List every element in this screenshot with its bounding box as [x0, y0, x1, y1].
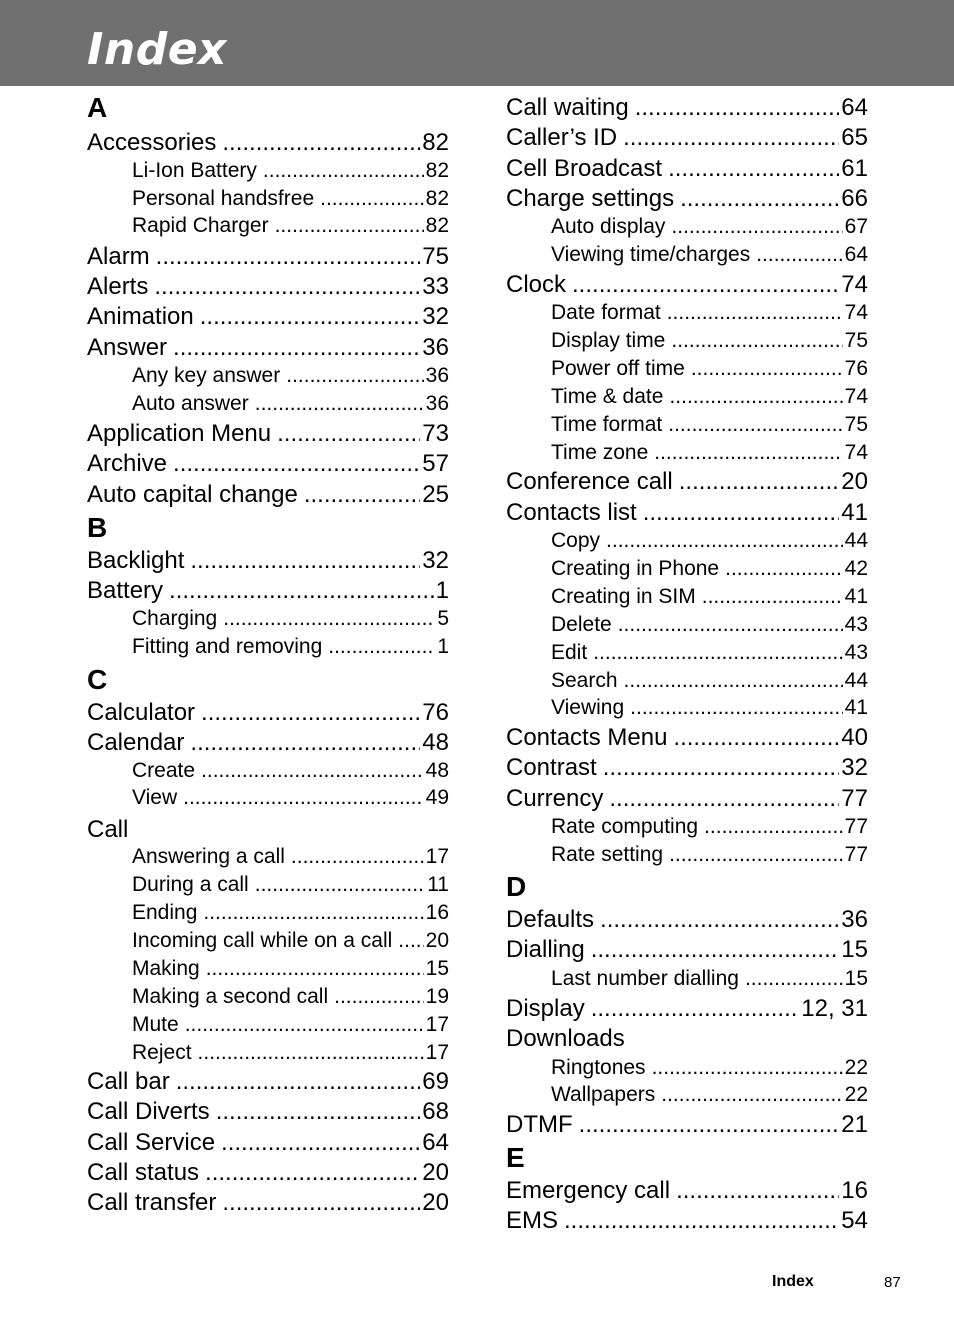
entry-page-number: 73 — [422, 420, 449, 447]
entry-label: Emergency call — [506, 1177, 671, 1204]
index-entry — [506, 1206, 868, 1236]
entry-page-number: 22 — [844, 1083, 868, 1106]
dot-leader — [591, 935, 840, 965]
dot-leader — [275, 213, 424, 239]
dot-leader — [222, 128, 420, 158]
entry-page-number: 43 — [844, 641, 868, 664]
entry-label: Time zone — [551, 441, 649, 464]
index-subentry — [132, 606, 449, 632]
entry-label: Li-Ion Battery — [132, 159, 257, 182]
entry-label: Viewing — [551, 696, 625, 719]
index-subentry — [132, 956, 449, 982]
dot-leader — [669, 842, 843, 868]
entry-label: Auto answer — [132, 392, 249, 415]
index-subentry — [132, 158, 449, 184]
entry-label: Calculator — [87, 699, 196, 726]
index-entry — [87, 1128, 449, 1158]
dot-leader — [173, 449, 420, 479]
index-subentry — [551, 242, 868, 268]
entry-label: Last number dialling — [551, 967, 739, 990]
index-heading: Downloads — [506, 1025, 625, 1052]
dot-leader — [579, 1110, 840, 1140]
index-subentry — [551, 640, 868, 666]
dot-leader — [606, 528, 843, 554]
entry-label: EMS — [506, 1207, 559, 1234]
index-subentry — [132, 844, 449, 870]
entry-label: Call Service — [87, 1129, 216, 1156]
entry-page-number: 11 — [427, 873, 449, 896]
entry-page-number: 20 — [425, 929, 449, 952]
header-bar — [0, 0, 954, 86]
entry-page-number: 20 — [841, 468, 868, 495]
index-entry — [506, 784, 868, 814]
entry-page-number: 1 — [437, 635, 449, 658]
entry-page-number: 48 — [425, 759, 449, 782]
entry-label: Date format — [551, 301, 661, 324]
index-entry — [87, 1067, 449, 1097]
entry-label: Call waiting — [506, 94, 629, 121]
index-entry — [87, 128, 449, 158]
entry-label: Alarm — [87, 243, 150, 270]
entry-page-number: 40 — [841, 724, 868, 751]
entry-page-number: 20 — [422, 1189, 449, 1216]
index-entry — [506, 753, 868, 783]
entry-label: Call Diverts — [87, 1098, 210, 1125]
entry-label: Any key answer — [132, 364, 281, 387]
index-entry — [87, 728, 449, 758]
entry-page-number: 76 — [844, 357, 868, 380]
dot-leader — [572, 270, 839, 300]
entry-label: Alerts — [87, 273, 149, 300]
entry-page-number: 74 — [841, 271, 868, 298]
entry-label: Creating in SIM — [551, 585, 696, 608]
entry-page-number: 36 — [425, 364, 449, 387]
index-entry — [87, 698, 449, 728]
entry-label: Call transfer — [87, 1189, 217, 1216]
index-subentry — [551, 528, 868, 554]
dot-leader — [263, 158, 424, 184]
entry-label: Time format — [551, 413, 663, 436]
index-subentry — [132, 1040, 449, 1066]
entry-page-number: 32 — [422, 303, 449, 330]
entry-label: Making a second call — [132, 985, 329, 1008]
dot-leader — [291, 844, 424, 870]
dot-leader — [328, 634, 435, 660]
entry-label: Reject — [132, 1041, 192, 1064]
section-letter: E — [506, 1142, 525, 1173]
entry-label: Charge settings — [506, 185, 675, 212]
index-entry — [506, 498, 868, 528]
dot-leader — [304, 480, 420, 510]
section-letter: D — [506, 871, 527, 902]
entry-label: Answer — [87, 334, 168, 361]
dot-leader — [154, 272, 420, 302]
dot-leader — [603, 753, 840, 783]
entry-page-number: 44 — [844, 529, 868, 552]
index-entry — [506, 467, 868, 497]
entry-page-number: 69 — [422, 1068, 449, 1095]
dot-leader — [190, 546, 420, 576]
entry-page-number: 41 — [841, 499, 868, 526]
index-entry — [506, 93, 868, 123]
dot-leader — [652, 1055, 843, 1081]
index-subentry — [551, 328, 868, 354]
dot-leader — [654, 440, 842, 466]
entry-page-number: 33 — [422, 273, 449, 300]
dot-leader — [198, 1040, 424, 1066]
entry-page-number: 36 — [841, 906, 868, 933]
index-subentry — [132, 391, 449, 417]
entry-label: Ending — [132, 901, 198, 924]
entry-label: Dialling — [506, 936, 585, 963]
dot-leader — [623, 123, 839, 153]
dot-leader — [618, 612, 843, 638]
index-subentry — [132, 634, 449, 660]
index-entry — [506, 905, 868, 935]
dot-leader — [156, 242, 421, 272]
dot-leader — [216, 1097, 421, 1127]
index-entry — [87, 1158, 449, 1188]
dot-leader — [206, 956, 424, 982]
entry-label: Time & date — [551, 385, 664, 408]
dot-leader — [704, 814, 843, 840]
entry-page-number: 74 — [844, 385, 868, 408]
index-subentry — [551, 440, 868, 466]
dot-leader — [190, 728, 420, 758]
entry-label: Viewing time/charges — [551, 243, 751, 266]
index-subentry — [132, 785, 449, 811]
entry-label: Creating in Phone — [551, 557, 720, 580]
dot-leader — [661, 1082, 842, 1108]
dot-leader — [201, 698, 420, 728]
dot-leader — [691, 356, 843, 382]
entry-label: Caller’s ID — [506, 124, 618, 151]
index-entry — [506, 994, 868, 1024]
entry-label: Auto display — [551, 215, 666, 238]
entry-page-number: 65 — [841, 124, 868, 151]
dot-leader — [680, 184, 839, 214]
dot-leader — [183, 785, 424, 811]
index-entry — [506, 935, 868, 965]
entry-label: Delete — [551, 613, 612, 636]
entry-page-number: 82 — [425, 187, 449, 210]
dot-leader — [671, 328, 842, 354]
entry-label: Animation — [87, 303, 194, 330]
index-subentry — [551, 668, 868, 694]
entry-label: Currency — [506, 785, 604, 812]
dot-leader — [593, 640, 842, 666]
entry-label: Edit — [551, 641, 588, 664]
entry-page-number: 5 — [437, 607, 449, 630]
entry-page-number: 64 — [422, 1129, 449, 1156]
index-subentry — [132, 1012, 449, 1038]
entry-page-number: 41 — [844, 585, 868, 608]
dot-leader — [745, 966, 843, 992]
dot-leader — [176, 1067, 421, 1097]
entry-page-number: 42 — [844, 557, 868, 580]
entry-label: Wallpapers — [551, 1083, 656, 1106]
index-subentry — [551, 814, 868, 840]
entry-page-number: 1 — [435, 577, 449, 604]
entry-label: Create — [132, 759, 196, 782]
entry-page-number: 32 — [422, 547, 449, 574]
dot-leader — [725, 556, 843, 582]
entry-label: Application Menu — [87, 420, 272, 447]
entry-label: Charging — [132, 607, 218, 630]
entry-label: Call bar — [87, 1068, 170, 1095]
entry-label: Rate setting — [551, 843, 664, 866]
entry-label: Copy — [551, 529, 601, 552]
entry-page-number: 16 — [841, 1177, 868, 1204]
entry-label: Answering a call — [132, 845, 285, 868]
index-entry — [87, 1188, 449, 1218]
entry-label: Call status — [87, 1159, 200, 1186]
entry-label: Archive — [87, 450, 168, 477]
entry-page-number: 82 — [425, 214, 449, 237]
dot-leader — [679, 467, 840, 497]
section-letter: C — [87, 664, 108, 695]
entry-page-number: 64 — [844, 243, 868, 266]
entry-label: Mute — [132, 1013, 179, 1036]
dot-leader — [756, 242, 842, 268]
entry-label: Backlight — [87, 547, 185, 574]
entry-label: Fitting and removing — [132, 635, 323, 658]
dot-leader — [635, 93, 840, 123]
dot-leader — [630, 695, 842, 721]
entry-label: Cell Broadcast — [506, 155, 663, 182]
entry-label: Power off time — [551, 357, 685, 380]
dot-leader — [320, 186, 424, 212]
entry-page-number: 21 — [841, 1111, 868, 1138]
section-letter: B — [87, 512, 108, 543]
index-subentry — [551, 556, 868, 582]
dot-leader — [643, 498, 840, 528]
index-subentry — [551, 384, 868, 410]
dot-leader — [398, 928, 423, 954]
dot-leader — [200, 302, 421, 332]
entry-page-number: 77 — [844, 843, 868, 866]
dot-leader — [702, 584, 843, 610]
index-subentry — [132, 900, 449, 926]
entry-page-number: 82 — [425, 159, 449, 182]
dot-leader — [600, 905, 839, 935]
dot-leader — [221, 1128, 420, 1158]
entry-label: Conference call — [506, 468, 673, 495]
entry-page-number: 17 — [425, 1013, 449, 1036]
index-subentry — [132, 363, 449, 389]
dot-leader — [668, 412, 842, 438]
entry-label: Search — [551, 669, 618, 692]
index-entry — [87, 333, 449, 363]
entry-page-number: 75 — [844, 413, 868, 436]
dot-leader — [205, 1158, 420, 1188]
entry-page-number: 61 — [841, 155, 868, 182]
entry-page-number: 77 — [844, 815, 868, 838]
index-entry — [87, 272, 449, 302]
dot-leader — [286, 363, 423, 389]
index-entry — [87, 449, 449, 479]
index-entry — [87, 242, 449, 272]
entry-page-number: 25 — [422, 481, 449, 508]
index-subentry — [551, 966, 868, 992]
entry-label: Rate computing — [551, 815, 699, 838]
index-entry — [87, 302, 449, 332]
dot-leader — [671, 214, 842, 240]
dot-leader — [222, 1188, 420, 1218]
entry-page-number: 17 — [425, 1041, 449, 1064]
entry-page-number: 19 — [425, 985, 449, 1008]
dot-leader — [669, 384, 842, 410]
entry-page-number: 32 — [841, 754, 868, 781]
dot-leader — [676, 1176, 839, 1206]
index-subentry — [132, 758, 449, 784]
dot-leader — [201, 758, 424, 784]
index-subentry — [132, 872, 449, 898]
index-subentry — [551, 842, 868, 868]
dot-leader — [564, 1206, 839, 1236]
entry-page-number: 74 — [844, 301, 868, 324]
entry-label: Display time — [551, 329, 666, 352]
index-entry — [87, 1097, 449, 1127]
index-entry — [506, 154, 868, 184]
index-entry — [506, 1110, 868, 1140]
dot-leader — [609, 784, 839, 814]
entry-label: During a call — [132, 873, 249, 896]
entry-label: DTMF — [506, 1111, 573, 1138]
entry-label: Calendar — [87, 729, 185, 756]
index-subentry — [132, 186, 449, 212]
entry-page-number: 48 — [422, 729, 449, 756]
entry-label: Contrast — [506, 754, 597, 781]
entry-label: Display — [506, 995, 585, 1022]
dot-leader — [173, 333, 420, 363]
dot-leader — [223, 606, 435, 632]
dot-leader — [591, 994, 800, 1024]
dot-leader — [624, 668, 843, 694]
index-entry — [87, 480, 449, 510]
entry-page-number: 68 — [422, 1098, 449, 1125]
index-subentry — [551, 1055, 868, 1081]
entry-label: Clock — [506, 271, 567, 298]
footer-section-label: Index — [772, 1273, 814, 1290]
entry-page-number: 17 — [425, 845, 449, 868]
index-entry — [506, 270, 868, 300]
index-subentry — [551, 584, 868, 610]
entry-label: Defaults — [506, 906, 595, 933]
entry-label: Rapid Charger — [132, 214, 269, 237]
dot-leader — [185, 1012, 424, 1038]
index-entry — [506, 184, 868, 214]
dot-leader — [169, 576, 434, 606]
entry-label: Battery — [87, 577, 164, 604]
index-subentry — [132, 984, 449, 1010]
entry-page-number: 36 — [425, 392, 449, 415]
index-subentry — [551, 356, 868, 382]
entry-page-number: 16 — [425, 901, 449, 924]
entry-page-number: 75 — [844, 329, 868, 352]
entry-page-number: 15 — [844, 967, 868, 990]
index-subentry — [551, 1082, 868, 1108]
entry-page-number: 41 — [844, 696, 868, 719]
entry-page-number: 43 — [844, 613, 868, 636]
index-subentry — [551, 612, 868, 638]
index-subentry — [551, 412, 868, 438]
entry-page-number: 75 — [422, 243, 449, 270]
index-heading: Call — [87, 816, 129, 843]
footer-page-number: 87 — [884, 1274, 901, 1291]
entry-page-number: 22 — [844, 1056, 868, 1079]
entry-page-number: 44 — [844, 669, 868, 692]
dot-leader — [673, 723, 839, 753]
index-entry — [87, 576, 449, 606]
entry-page-number: 82 — [422, 129, 449, 156]
entry-page-number: 36 — [422, 334, 449, 361]
dot-leader — [667, 300, 843, 326]
entry-page-number: 66 — [841, 185, 868, 212]
entry-label: View — [132, 786, 178, 809]
dot-leader — [334, 984, 424, 1010]
entry-page-number: 12, 31 — [801, 995, 868, 1022]
entry-page-number: 15 — [425, 957, 449, 980]
dot-leader — [277, 419, 420, 449]
entry-label: Personal handsfree — [132, 187, 315, 210]
dot-leader — [668, 154, 839, 184]
index-entry — [87, 546, 449, 576]
entry-page-number: 20 — [422, 1159, 449, 1186]
entry-page-number: 49 — [425, 786, 449, 809]
index-entry — [506, 1176, 868, 1206]
index-subentry — [551, 695, 868, 721]
page-title: Index — [87, 24, 227, 75]
dot-leader — [203, 900, 423, 926]
entry-page-number: 76 — [422, 699, 449, 726]
index-subentry — [551, 300, 868, 326]
entry-page-number: 15 — [841, 936, 868, 963]
entry-page-number: 64 — [841, 94, 868, 121]
index-entry — [506, 123, 868, 153]
entry-label: Contacts list — [506, 499, 637, 526]
index-entry — [506, 723, 868, 753]
index-subentry — [551, 214, 868, 240]
entry-page-number: 57 — [422, 450, 449, 477]
entry-label: Contacts Menu — [506, 724, 668, 751]
entry-label: Accessories — [87, 129, 217, 156]
index-subentry — [132, 928, 449, 954]
entry-page-number: 77 — [841, 785, 868, 812]
entry-label: Making — [132, 957, 200, 980]
entry-page-number: 67 — [844, 215, 868, 238]
dot-leader — [255, 391, 424, 417]
entry-label: Incoming call while on a call — [132, 929, 393, 952]
entry-label: Ringtones — [551, 1056, 646, 1079]
index-subentry — [132, 213, 449, 239]
dot-leader — [255, 872, 425, 898]
section-letter: A — [87, 92, 108, 123]
entry-page-number: 54 — [841, 1207, 868, 1234]
entry-page-number: 74 — [844, 441, 868, 464]
entry-label: Auto capital change — [87, 481, 298, 508]
index-entry — [87, 419, 449, 449]
